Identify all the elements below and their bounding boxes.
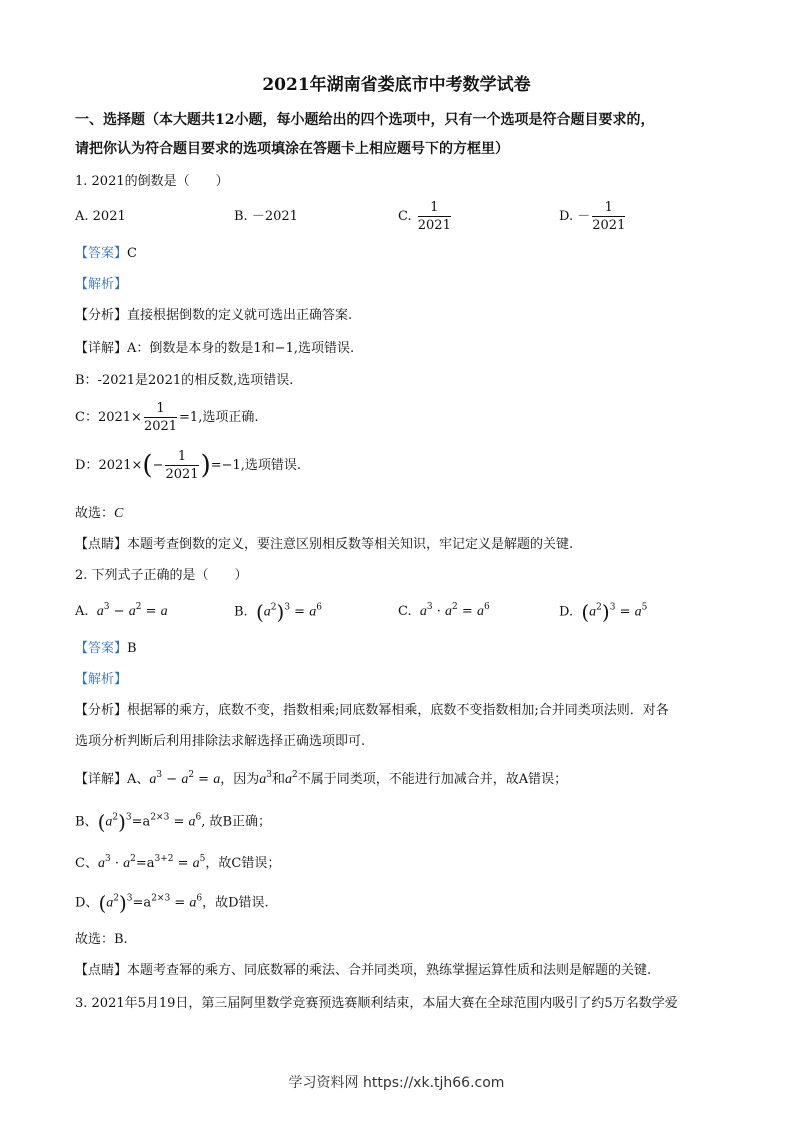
- q2-option-d: D. $(a^2)^3 = a^5$: [559, 600, 648, 624]
- q2-option-c: C. $a^3 \cdot a^2 = a^6$: [398, 602, 490, 619]
- q1-answer-value: C: [127, 246, 137, 261]
- q1-option-d-label: D.: [559, 209, 574, 224]
- q2-detail-d: D、$(a^2)^3=a^{2\times 3} = a^6$，故D错误.: [75, 891, 269, 915]
- q2-analysis-line1: 【分析】根据幂的乘方，底数不变，指数相乘;同底数幂相乘，底数不变指数相加;合并同类项法则．对各: [75, 703, 669, 718]
- q1-stem: 1. 2021的倒数是（ ）: [75, 174, 229, 189]
- q1-option-c-fraction: $\frac{1}{2021}$: [417, 200, 451, 233]
- q1-detail-d: D：2021×(− $\frac{1}{2021}$ )=−1,选项错误.: [75, 449, 302, 482]
- q2-option-b: B. $(a^2)^3 = a^6$: [234, 600, 322, 624]
- q3-stem: 3. 2021年5月19日，第三届阿里数学竞赛预选赛顺利结束，本届大赛在全球范围内吸引了约5万名数学爱: [75, 996, 678, 1011]
- q1-option-a: A. 2021: [75, 209, 126, 224]
- q1-option-c-label: C.: [398, 209, 412, 224]
- q1-choice: 故选：C: [75, 506, 124, 521]
- q1-detail-c: C：2021× $\frac{1}{2021}$ =1,选项正确.: [75, 401, 259, 434]
- q2-stem: 2. 下列式子正确的是（ ）: [75, 568, 248, 583]
- q2-analysis-line2: 选项分析判断后利用排除法求解选择正确选项即可.: [75, 734, 366, 749]
- q1-detail-b: B：-2021是2021的相反数,选项错误.: [75, 373, 294, 388]
- q2-comment: 【点睛】本题考查幂的乘方、同底数幂的乘法、合并同类项，熟练掌握运算性质和法则是解题的关键.: [75, 963, 652, 978]
- q1-comment: 【点睛】本题考查倒数的定义，要注意区别相反数等相关知识，牢记定义是解题的关键.: [75, 537, 574, 552]
- q1-answer: [75, 245, 137, 263]
- q1-option-d-minus: －: [577, 209, 591, 224]
- q2-answer-value: B: [127, 641, 137, 656]
- answer-label: 【答案】: [75, 246, 128, 261]
- q1-option-d-fraction: $\frac{1}{2021}$: [592, 200, 626, 233]
- q1-explain-label: 【解析】: [75, 277, 128, 292]
- q1-option-b-label: B.: [234, 209, 248, 224]
- section-heading-line2: 请把你认为符合题目要求的选项填涂在答题卡上相应题号下的方框里）: [75, 141, 509, 157]
- footer-watermark: 学习资料网 https://xk.tjh66.com: [288, 1075, 505, 1091]
- q1-option-d: [559, 199, 627, 234]
- q2-choice: 故选：B.: [75, 932, 128, 947]
- page-title: 2021年湖南省娄底市中考数学试卷: [262, 75, 531, 95]
- q2-detail-c: C、$a^3 \cdot a^2=a^{3+2} = a^5$，故C错误；: [75, 854, 281, 871]
- q2-detail-a: 【详解】A、$a^3 - a^2 = a$，因为$a^3$和$a^2$不属于同类项，不能进行加减合并，故A错误；: [75, 770, 568, 787]
- q1-option-b-value: －2021: [251, 209, 298, 224]
- q1-analysis: 【分析】直接根据倒数的定义就可选出正确答案.: [75, 308, 353, 323]
- q2-option-a: A. $a^3 - a^2 = a$: [75, 602, 168, 619]
- q1-option-c: [398, 199, 453, 234]
- q2-answer: 【答案】B: [75, 641, 137, 656]
- q1-option-b: [234, 208, 298, 226]
- section-heading-line1: 一、选择题（本大题共12小题，每小题给出的四个选项中，只有一个选项是符合题目要求的，: [75, 112, 655, 128]
- q2-explain-label: 【解析】: [75, 672, 128, 687]
- q2-detail-b: B、$(a^2)^3=a^{2\times 3} = a^6$, 故B正确；: [75, 810, 272, 834]
- q1-detail: 【详解】A：倒数是本身的数是1和−1,选项错误.: [75, 341, 355, 356]
